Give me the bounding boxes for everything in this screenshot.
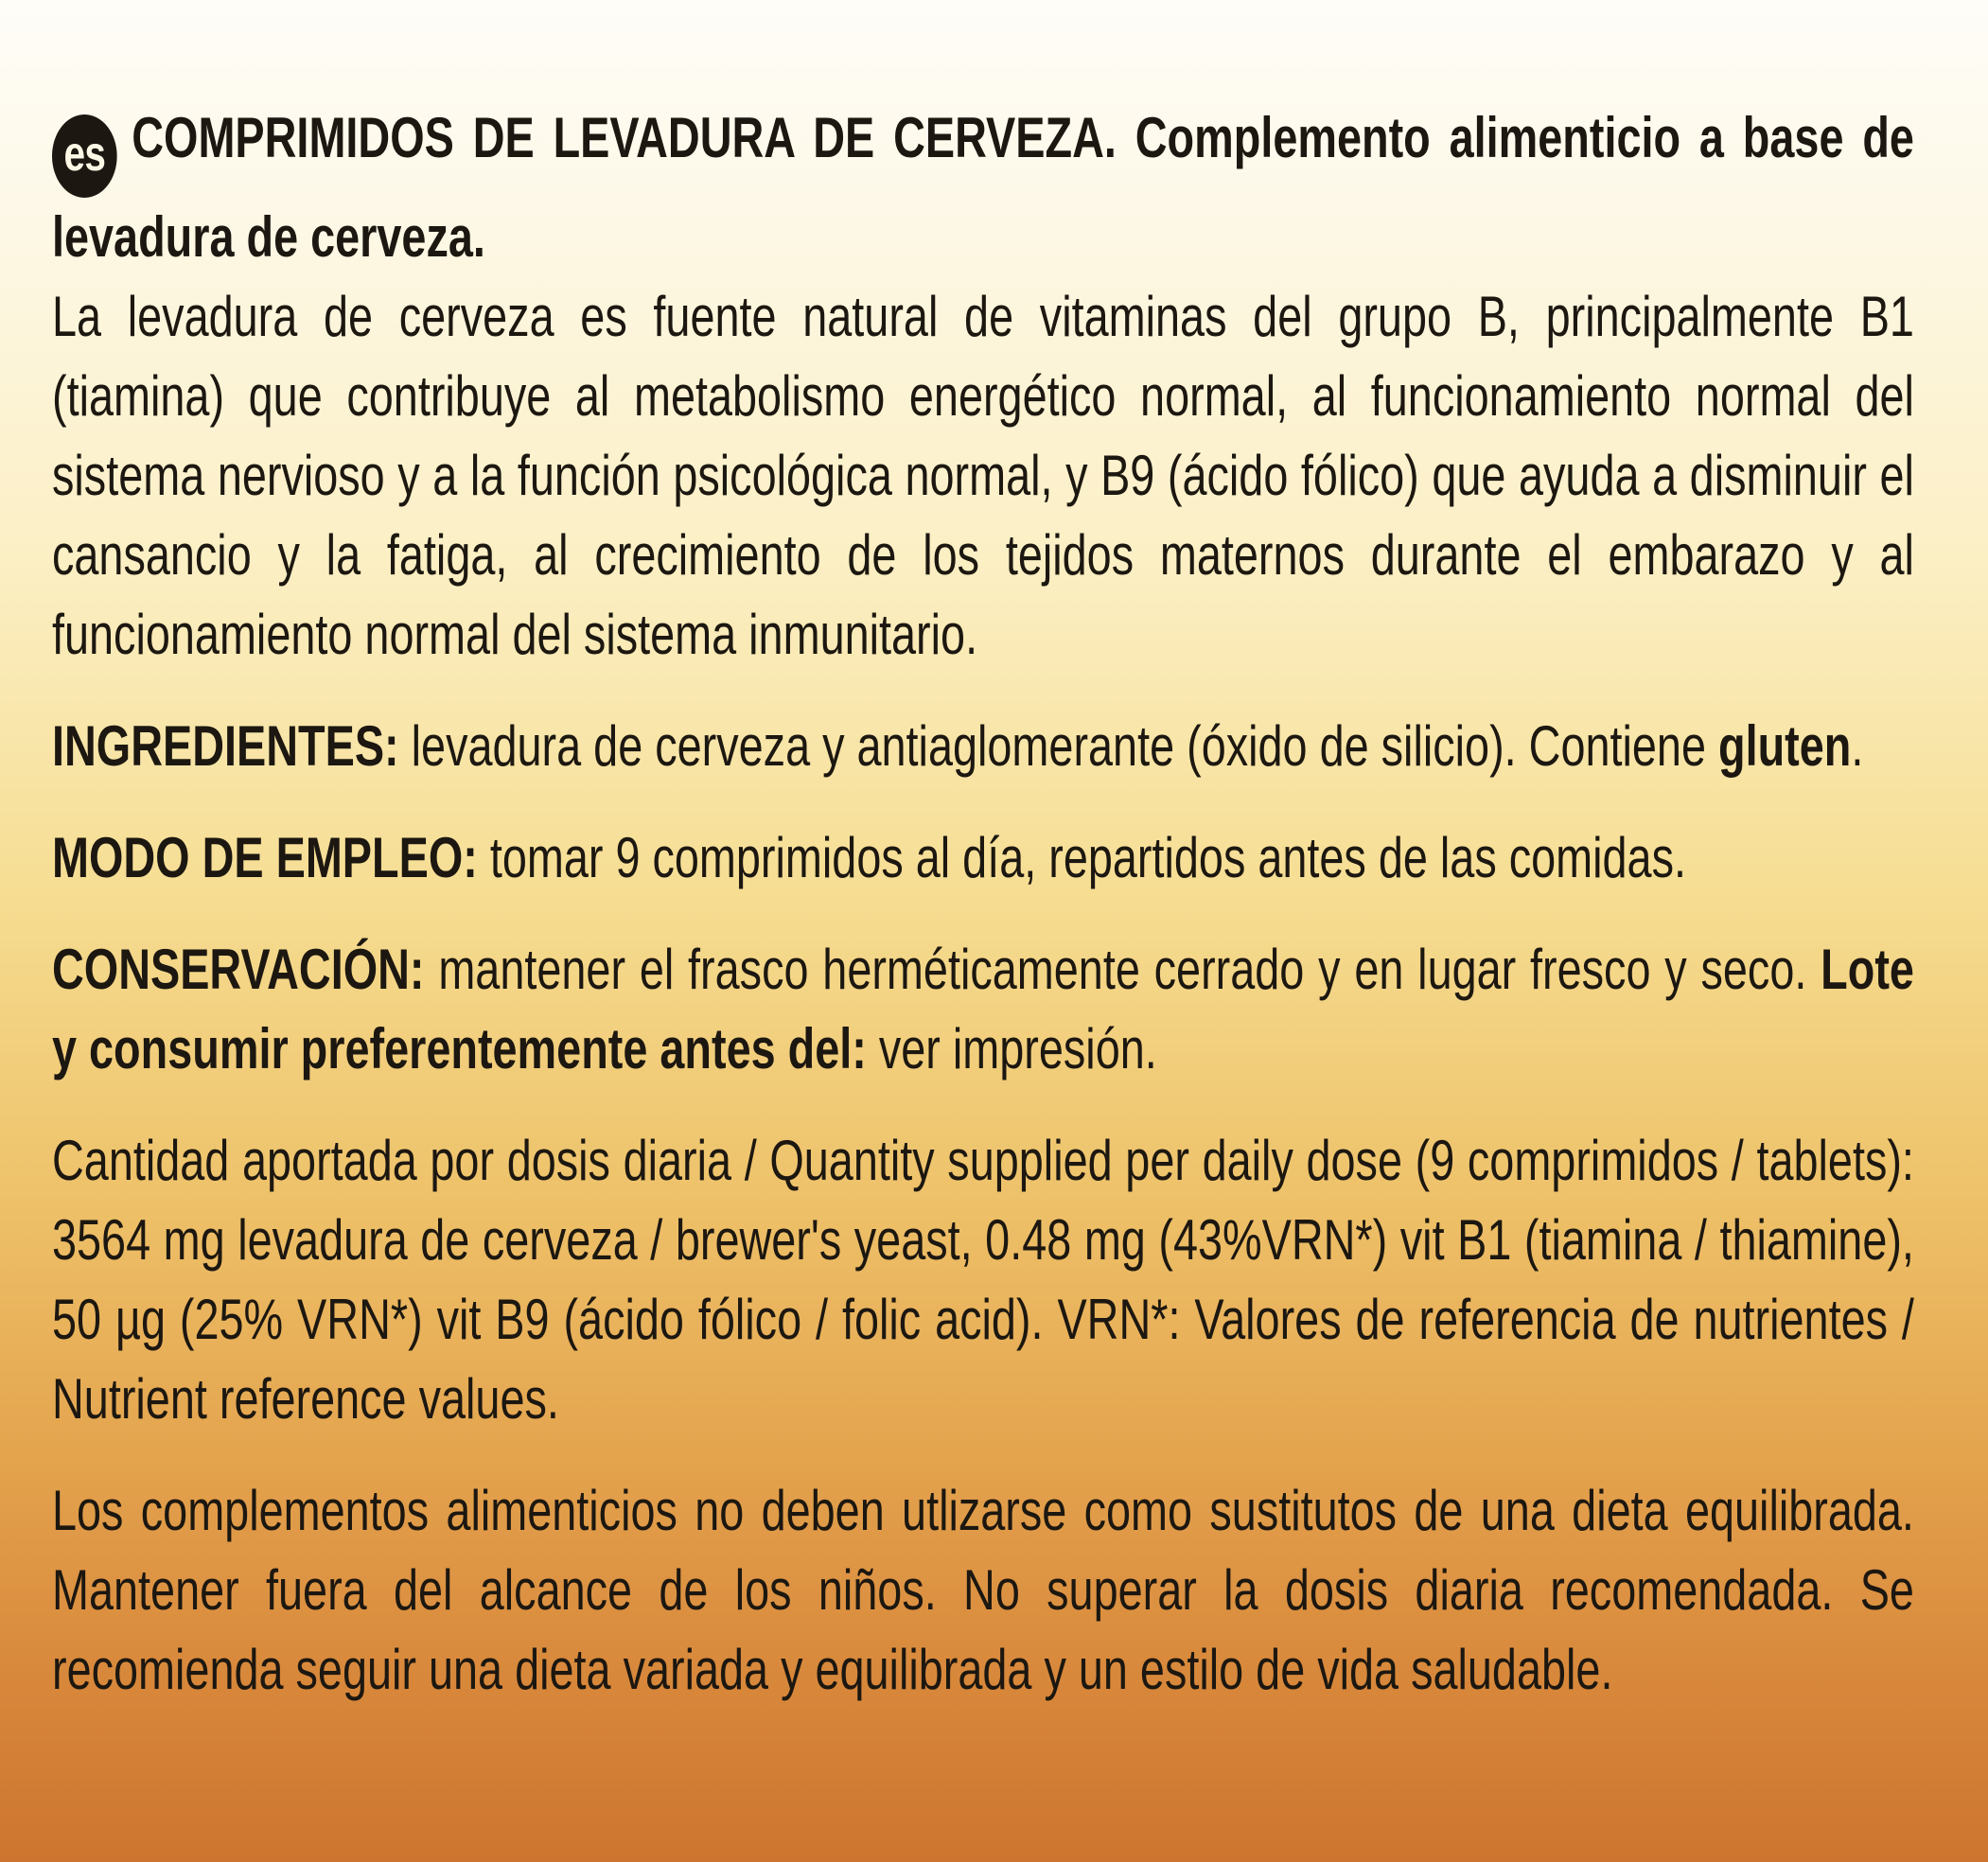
daily-dose-section: Cantidad aportada por dosis diaria / Quantity supplied per daily dose (9 comprimidos / tablets): 3564 mg levadura de cerveza / brewer's yeast, 0.48 mg (43%VRN*) vit B1 (tiamina / thiamine), 50 µg (25% VRN*) vit B9 (ácido fólico / folic acid). VRN*: Valores de referencia de nutrientes / Nutrient reference values. [52, 1129, 1914, 1431]
ingredients-label: INGREDIENTES: [52, 714, 399, 778]
lot-text: ver impresión. [878, 1017, 1157, 1080]
lot-label: Lote y consumir preferentemente antes del: [52, 938, 1914, 1080]
allergen-gluten: gluten [1717, 714, 1852, 778]
usage-text: tomar 9 comprimidos al día, repartidos antes de las comidas. [489, 826, 1686, 889]
product-name: COMPRIMIDOS DE LEVADURA DE CERVEZA. [132, 106, 1117, 169]
usage-section [52, 818, 1914, 898]
product-subtitle: Complemento alimenticio a base de levadura de cerveza. [52, 106, 1914, 269]
ingredients-text: levadura de cerveza y antiaglomerante (óxido de silicio). Contiene [411, 714, 1706, 778]
label-text-block [52, 98, 1914, 1710]
product-title [52, 98, 1914, 277]
ingredients-section [52, 707, 1914, 786]
product-description: La levadura de cerveza es fuente natural de vitaminas del grupo B, principalmente B1 (tiamina) que contribuye al metabolismo energético normal, al funcionamiento normal del sistema nervioso y a la función psicológica normal, y B9 (ácido fólico) que ayuda a disminuir el cansancio y la fatiga, al crecimiento de los tejidos maternos durante el embarazo y al funcionamiento normal del sistema inmunitario. [52, 285, 1914, 666]
storage-section [52, 930, 1914, 1089]
storage-label: CONSERVACIÓN: [52, 938, 425, 1001]
ingredients-end: . [1851, 714, 1864, 778]
storage-text: mantener el frasco herméticamente cerrado y en lugar fresco y seco. [438, 938, 1807, 1001]
warnings-section: Los complementos alimenticios no deben utlizarse como sustitutos de una dieta equilibrada. Mantener fuera del alcance de los niños. No superar la dosis diaria recomendada. Se recomienda seguir una dieta variada y equilibrada y un estilo de vida saludable. [52, 1479, 1914, 1701]
usage-label: MODO DE EMPLEO: [52, 826, 478, 889]
language-badge: es [52, 114, 117, 198]
